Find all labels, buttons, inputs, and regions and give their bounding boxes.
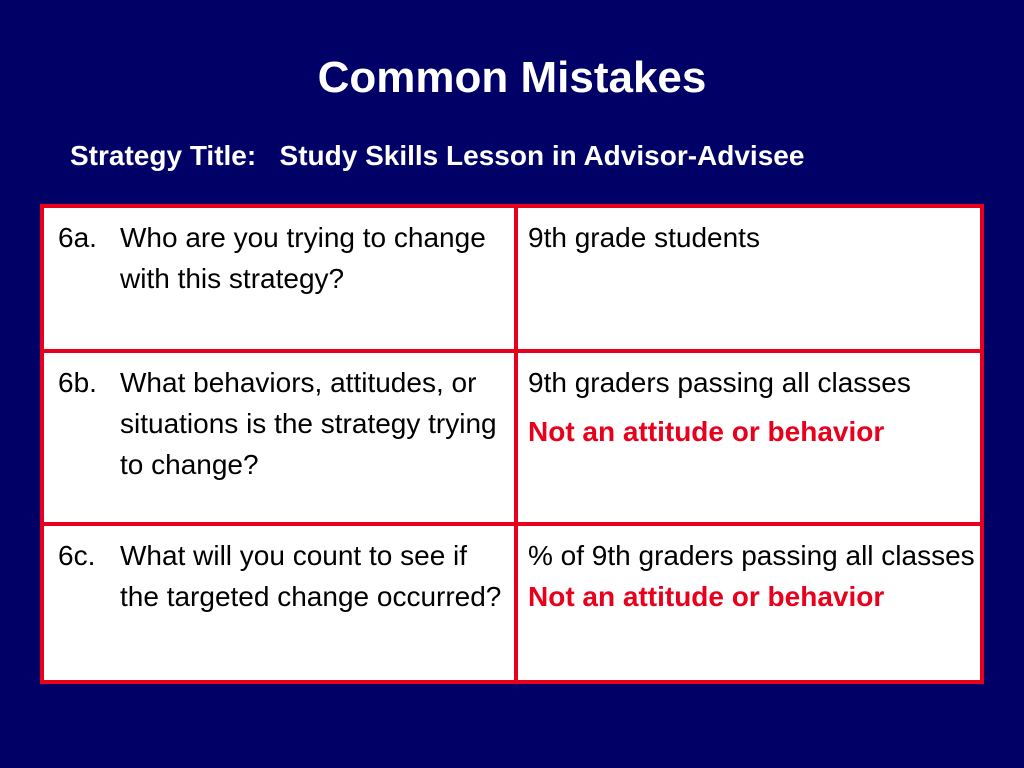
question-text: What will you count to see if the targeted change occurred?	[120, 540, 502, 612]
answer-cell	[516, 351, 982, 524]
question-number: 6b.	[58, 367, 97, 398]
answer-cell	[516, 206, 982, 351]
answer-cell	[516, 524, 982, 682]
table-row	[42, 524, 982, 682]
table-row	[42, 206, 982, 351]
slide-title: Common Mistakes	[317, 53, 707, 102]
question-text: Who are you trying to change with this strategy?	[120, 222, 486, 294]
answer-text: % of 9th graders passing all classes	[528, 540, 975, 571]
table-row	[42, 351, 982, 524]
mistake-note: Not an attitude or behavior	[528, 581, 885, 612]
question-cell	[42, 524, 516, 682]
strategy-title: Strategy Title: Study Skills Lesson in Advisor-Advisee	[70, 140, 805, 171]
question-cell	[42, 351, 516, 524]
mistake-note: Not an attitude or behavior	[528, 416, 885, 447]
question-number: 6a.	[58, 222, 97, 253]
answer-text: 9th graders passing all classes	[528, 367, 911, 398]
question-text: What behaviors, attitudes, or situations is the strategy trying to change?	[120, 367, 497, 480]
answer-text: 9th grade students	[528, 222, 760, 253]
mistakes-table	[40, 204, 984, 684]
question-number: 6c.	[58, 540, 96, 571]
question-cell	[42, 206, 516, 351]
